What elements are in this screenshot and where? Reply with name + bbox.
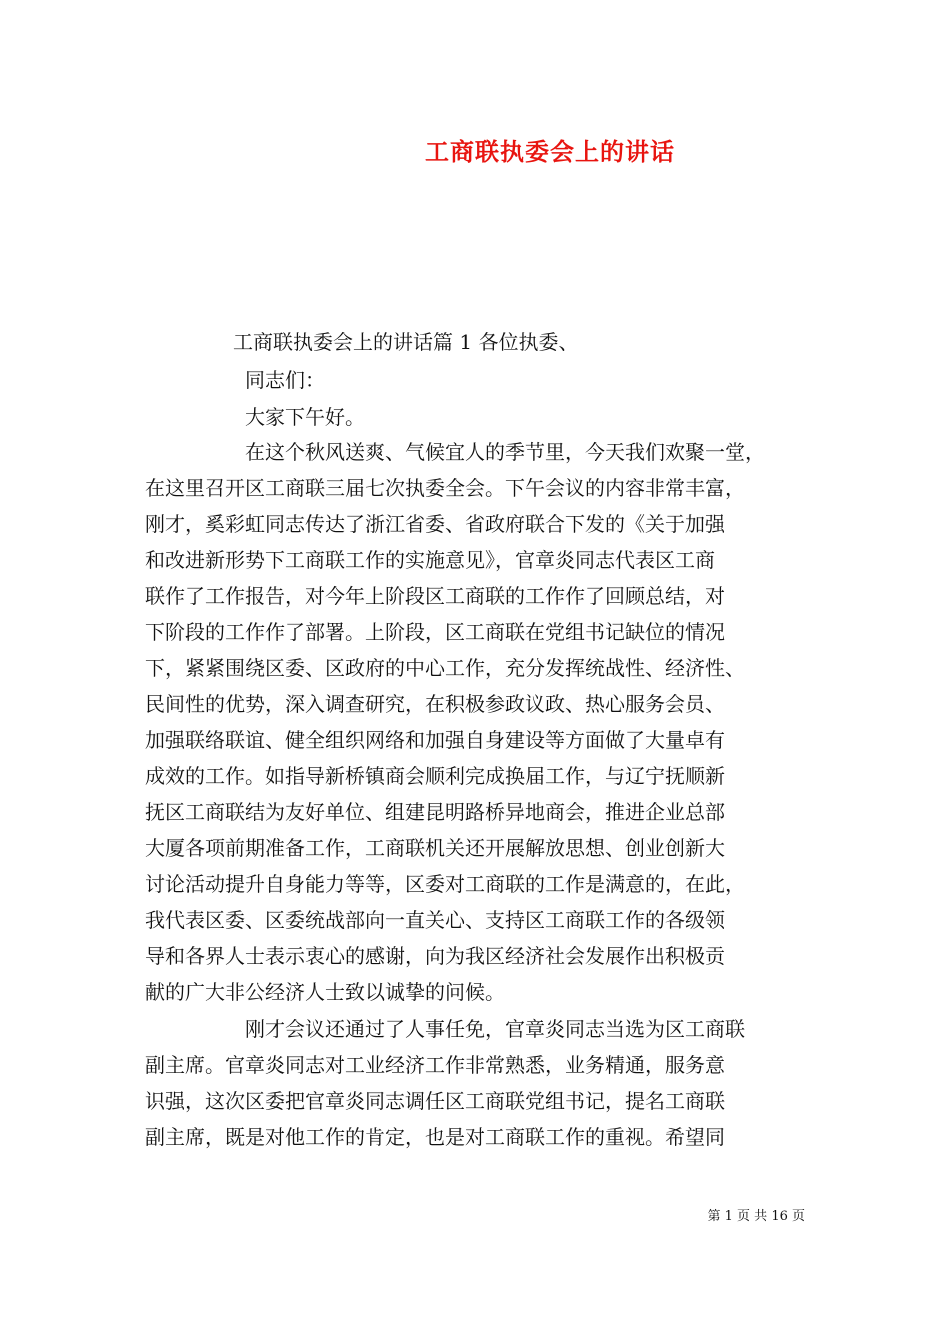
body-line: 识强，这次区委把官章炎同志调任区工商联党组书记，提名工商联 xyxy=(145,1089,725,1113)
body-line: 副主席。官章炎同志对工业经济工作非常熟悉，业务精通，服务意 xyxy=(145,1053,725,1077)
body-line: 刚才会议还通过了人事任免，官章炎同志当选为区工商联 xyxy=(245,1017,745,1041)
body-line: 大厦各项前期准备工作，工商联机关还开展解放思想、创业创新大 xyxy=(145,836,725,860)
body-line: 联作了工作报告，对今年上阶段区工商联的工作作了回顾总结，对 xyxy=(145,584,725,608)
body-line: 我代表区委、区委统战部向一直关心、支持区工商联工作的各级领 xyxy=(145,908,725,932)
body-line: 成效的工作。如指导新桥镇商会顺利完成换届工作，与辽宁抚顺新 xyxy=(145,764,725,788)
body-line: 和改进新形势下工商联工作的实施意见》，官章炎同志代表区工商 xyxy=(145,548,715,572)
body-line: 献的广大非公经济人士致以诚挚的问候。 xyxy=(145,980,505,1004)
body-line: 同志们： xyxy=(245,368,325,392)
body-line: 副主席，既是对他工作的肯定，也是对工商联工作的重视。希望同 xyxy=(145,1125,725,1149)
body-line: 民间性的优势，深入调查研究，在积极参政议政、热心服务会员、 xyxy=(145,692,725,716)
body-line: 下阶段的工作作了部署。上阶段，区工商联在党组书记缺位的情况 xyxy=(145,620,725,644)
body-line: 工商联执委会上的讲话篇 1 各位执委、 xyxy=(233,330,579,354)
page-number-footer: 第 1 页 共 16 页 xyxy=(707,1209,805,1224)
body-line: 下，紧紧围绕区委、区政府的中心工作，充分发挥统战性、经济性、 xyxy=(145,656,745,680)
body-line: 讨论活动提升自身能力等等，区委对工商联的工作是满意的，在此， xyxy=(145,872,745,896)
body-line: 在这里召开区工商联三届七次执委全会。下午会议的内容非常丰富， xyxy=(145,476,745,500)
body-line: 在这个秋风送爽、气候宜人的季节里，今天我们欢聚一堂， xyxy=(245,440,765,464)
body-line: 刚才，奚彩虹同志传达了浙江省委、省政府联合下发的《关于加强 xyxy=(145,512,725,536)
document-title: 工商联执委会上的讲话 xyxy=(425,137,675,166)
body-line: 抚区工商联结为友好单位、组建昆明路桥异地商会，推进企业总部 xyxy=(145,800,725,824)
body-line: 导和各界人士表示衷心的感谢，向为我区经济社会发展作出积极贡 xyxy=(145,944,725,968)
body-line: 大家下午好。 xyxy=(245,405,365,429)
body-line: 加强联络联谊、健全组织网络和加强自身建设等方面做了大量卓有 xyxy=(145,728,725,752)
